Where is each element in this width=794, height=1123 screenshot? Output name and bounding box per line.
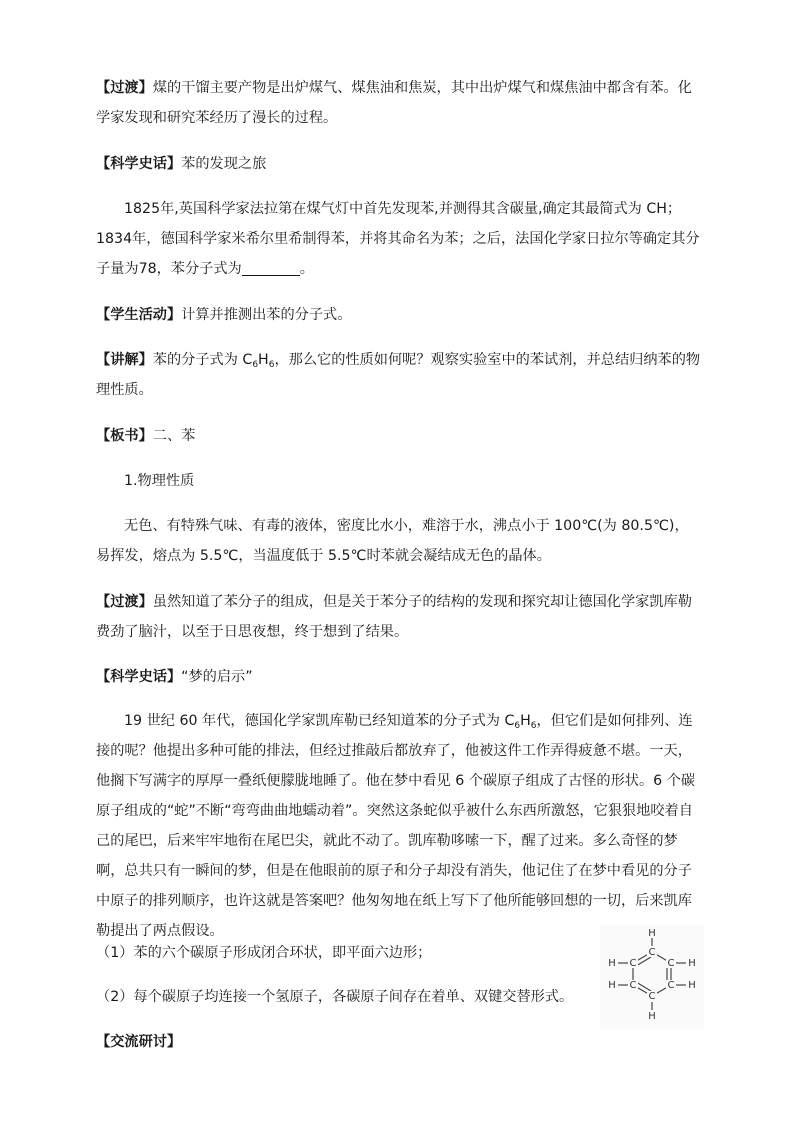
subscript: 6: [252, 360, 259, 370]
section-tag: 【过渡】: [96, 594, 153, 610]
paragraph-properties: 无色、有特殊气味、有毒的液体，密度比水小，难溶于水，沸点小于 100℃(为 80.5℃)，易挥发，熔点为 5.5℃，当温度低于 5.5℃时苯就会凝结成无色的晶体。: [96, 518, 689, 564]
paragraph-text: 计算并推测出苯的分子式。: [181, 307, 352, 323]
section-tag: 【学生活动】: [96, 307, 182, 323]
paragraph-text: 苯的发现之旅: [181, 156, 267, 172]
paragraph-discovery: [96, 194, 702, 284]
subheading-physical-properties: 1.物理性质: [124, 473, 195, 489]
paragraph-text: 煤的干馏主要产物是出炉煤气、煤焦油和焦炭，其中出炉煤气和煤焦油中都含有苯。化学家发现和研究苯经历了漫长的过程。: [96, 80, 692, 126]
carbon-label: C: [648, 991, 656, 1002]
paragraph-kekule-dream: [96, 706, 702, 946]
paragraph-transition-1: [96, 73, 702, 133]
paragraph-student-activity: [96, 300, 702, 330]
carbon-label: C: [667, 958, 675, 969]
section-tag: 【科学史话】: [96, 156, 182, 172]
section-tag: 【科学史话】: [96, 669, 182, 685]
paragraph-discussion: [96, 1027, 702, 1057]
paragraph-text: 19 世纪 60 年代，德国化学家凯库勒已经知道苯的分子式为 C: [124, 713, 515, 729]
subscript: 6: [514, 721, 521, 731]
paragraph-board: [96, 421, 702, 451]
carbon-label: C: [667, 980, 675, 991]
paragraph-history-1: [96, 149, 702, 179]
benzene-structure-diagram: [600, 926, 704, 1030]
hypothesis-2: （2）每个碳原子均连接一个氢原子，各碳原子间存在着单、双键交替形式。: [96, 989, 574, 1005]
paragraph-explanation: [96, 345, 702, 405]
hypothesis-1: （1）苯的六个碳原子形成闭合环状，即平面六边形；: [96, 945, 432, 961]
hydrogen-label: H: [648, 1011, 656, 1022]
hydrogen-label: H: [688, 980, 696, 991]
paragraph-transition-2: [96, 587, 702, 647]
paragraph-text: H: [520, 713, 531, 729]
hydrogen-label: H: [648, 928, 656, 939]
paragraph-text: “梦的启示”: [181, 669, 253, 685]
subscript: 6: [530, 721, 537, 731]
paragraph-text: 苯的分子式为 C: [152, 352, 253, 368]
fill-in-blank: [242, 261, 300, 276]
paragraph-text: ，那么它的性质如何呢？观察实验室中的苯试剂，并总结归纳苯的物理性质。: [96, 352, 701, 398]
paragraph-history-2: [96, 662, 702, 692]
paragraph-text: 二、苯: [152, 428, 196, 444]
carbon-label: C: [648, 947, 656, 958]
paragraph-text: 虽然知道了苯分子的组成，但是关于苯分子的结构的发现和探究却让德国化学家凯库勒费劲了脑汁，以至于日思夜想，终于想到了结果。: [96, 594, 692, 640]
paragraph-text-end: 。: [299, 261, 314, 277]
paragraph-text: ，但它们是如何排列、连接的呢？他提出多种可能的排法，但经过推敲后都放弃了，他被这件工作弄得疲惫不堪。一天，他搁下写满字的厚厚一叠纸便朦胧地睡了。他在梦中看见 6 个碳原子组成了古怪的形状。6 个碳原子组成的“蛇”不断“弯弯曲曲地蠕动着”。突然这条蛇似乎被什么东西所激怒，它狠狠地咬着自己的尾巴，后来牢牢地衔在尾巴尖，就此不动了。凯库勒哆嗦一下，醒了过来。多么奇怪的梦啊，总共只有一瞬间的梦，但是在他眼前的原子和分子却没有消失，他记住了在梦中看见的分子中原子的排列顺序，也许这就是答案吧？他匆匆地在纸上写下了他所能够回想的一切，后来凯库勒提出了两点假设。: [96, 713, 696, 939]
section-tag: 【讲解】: [96, 352, 153, 368]
subscript: 6: [268, 360, 275, 370]
paragraph-text: H: [258, 352, 269, 368]
hydrogen-label: H: [608, 958, 616, 969]
hydrogen-label: H: [608, 980, 616, 991]
hydrogen-label: H: [688, 958, 696, 969]
carbon-label: C: [629, 980, 637, 991]
paragraph-text: 1825年,英国科学家法拉第在煤气灯中首先发现苯,并测得其含碳量,确定其最简式为 CH；1834年，德国科学家米希尔里希制得苯，并将其命名为苯；之后，法国化学家日拉尔等确定其分子量为78，苯分子式为: [96, 201, 700, 277]
carbon-label: C: [629, 958, 637, 969]
section-tag: 【板书】: [96, 428, 153, 444]
section-tag: 【过渡】: [96, 80, 153, 96]
section-tag: 【交流研讨】: [96, 1034, 182, 1050]
